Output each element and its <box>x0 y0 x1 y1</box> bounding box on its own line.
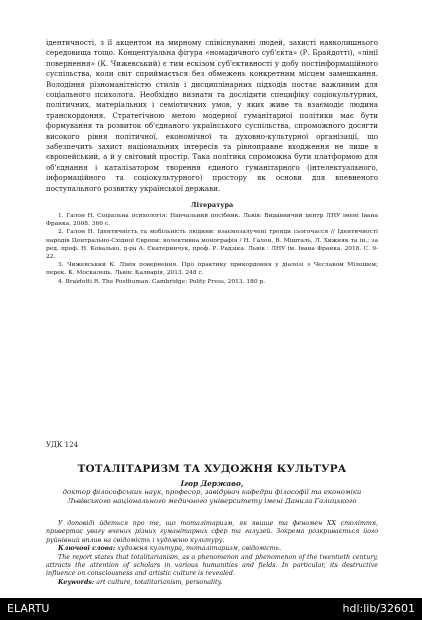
keywords-en-label: Keywords: <box>58 578 95 586</box>
author-name: Ігор Державо, <box>180 479 244 488</box>
footer-left-label: ELARTU <box>7 602 50 615</box>
reference-item: 1. Галон Н. Соціальна психологія: Навчальний посібник. Львів: Видавничий центр ЛНУ імені Івана Франка, 2008. 366 с. <box>46 213 378 228</box>
author-affiliation: доктор філософських наук, професор, завідувач кафедри філософії та економіки Львівського національного медичного університету імені Данила Галицького <box>62 488 362 506</box>
reference-item: 2. Галон Н. Ідентичність та мобільність людини: взаємозалучені тренди сьогочасся // Ідентичності народів Центрально-Східної Європи: колективна монографія / Н. Галон, В. Мішталь, Л. Хижняк та ін.; за ред. проф. Н. Ковалько, д-ра А. Єкатеринчук, проф. Р. Радзіка. Львів : ЛНУ ім. Івана Франка, 2018. С. 9-22. <box>46 229 378 261</box>
abstract-uk: У доповіді йдеться про те, що тоталітаризм, як явище та феномен XX століття, привертає увагу вчених різних гуманітарних сфер та галузей. Зокрема розкривається його руйнівний вплив на свідомість і художню культуру. <box>46 520 378 544</box>
reference-item: 4. Braidotti R. The Posthuman. Cambridge: Polity Press, 2013. 180 p. <box>58 278 266 285</box>
references-title: Література <box>190 201 234 209</box>
udc-code: УДК 124 <box>46 440 79 449</box>
body-paragraph: ідентичності, з її акцентом на мирному співіснуванні людей, захисті навколишнього середовища тощо. Концептуальна фігура «номадичного суб'єкта» (Р. Брайдотті), «лінії повернення» (К. Чижевський) є тим ескізом суб'єктивності у добу постінформаційного суспільства, коли світ сприймається без обмежень конкретним місцем замешкання. Володіння різноманітністю стилів і дисциплінарних підходів постає важливим для соціального психолога. Необхідно визнати та дослідити специфіку соціокультурних, політичних, матеріальних і семіотичних умов, у яких живе та взаємодіє людина транскордоння. Стратегічною метою модерної гуманітарної політики має бути формування та розвиток об'єднаного українського суспільства, спроможного досягти високого рівня політичної, економічної та духовно-культурної організації, що забезпечить захист національних інтересів та рівноправне входження не лише в європейський, а й у світовий простір. Така політика спроможна бути платформою для об'єднання і каталізатором творення єдиного гуманітарного (інтелектуального, інформаційного та соціокультурного) простору як основи для впевненого поступального розвитку української держави. <box>46 38 378 193</box>
abstract-en: The report states that totalitarianism, as a phenomenon and phenomenon of the twentieth century, attracts the attention of scholars in various humanities and fields. In particular, its destructive influence on consciousness and artistic culture is revealed. <box>46 553 378 578</box>
article-title: ТОТАЛІТАРИЗМ ТА ХУДОЖНЯ КУЛЬТУРА <box>77 463 347 475</box>
reference-item: 3. Чижевський К. Лінія повернення. Про практику прикордоння у діалозі з Чеславом Мілошем; перек. К. Москалець. Львів: Калварія, 2013. 248 с. <box>46 262 378 277</box>
footer-handle: hdl:lib/32601 <box>342 602 415 615</box>
keywords-uk-label: Ключові слова: <box>58 545 116 553</box>
keywords-uk <box>46 545 378 553</box>
repository-footer <box>0 598 422 620</box>
keywords-uk-text: художня культура, тоталітаризм, свідомість. <box>117 545 282 553</box>
keywords-en <box>46 579 378 587</box>
references-list <box>46 212 378 286</box>
abstract <box>46 520 378 587</box>
keywords-en-text: art culture, totalitarianism, personality. <box>96 578 223 586</box>
